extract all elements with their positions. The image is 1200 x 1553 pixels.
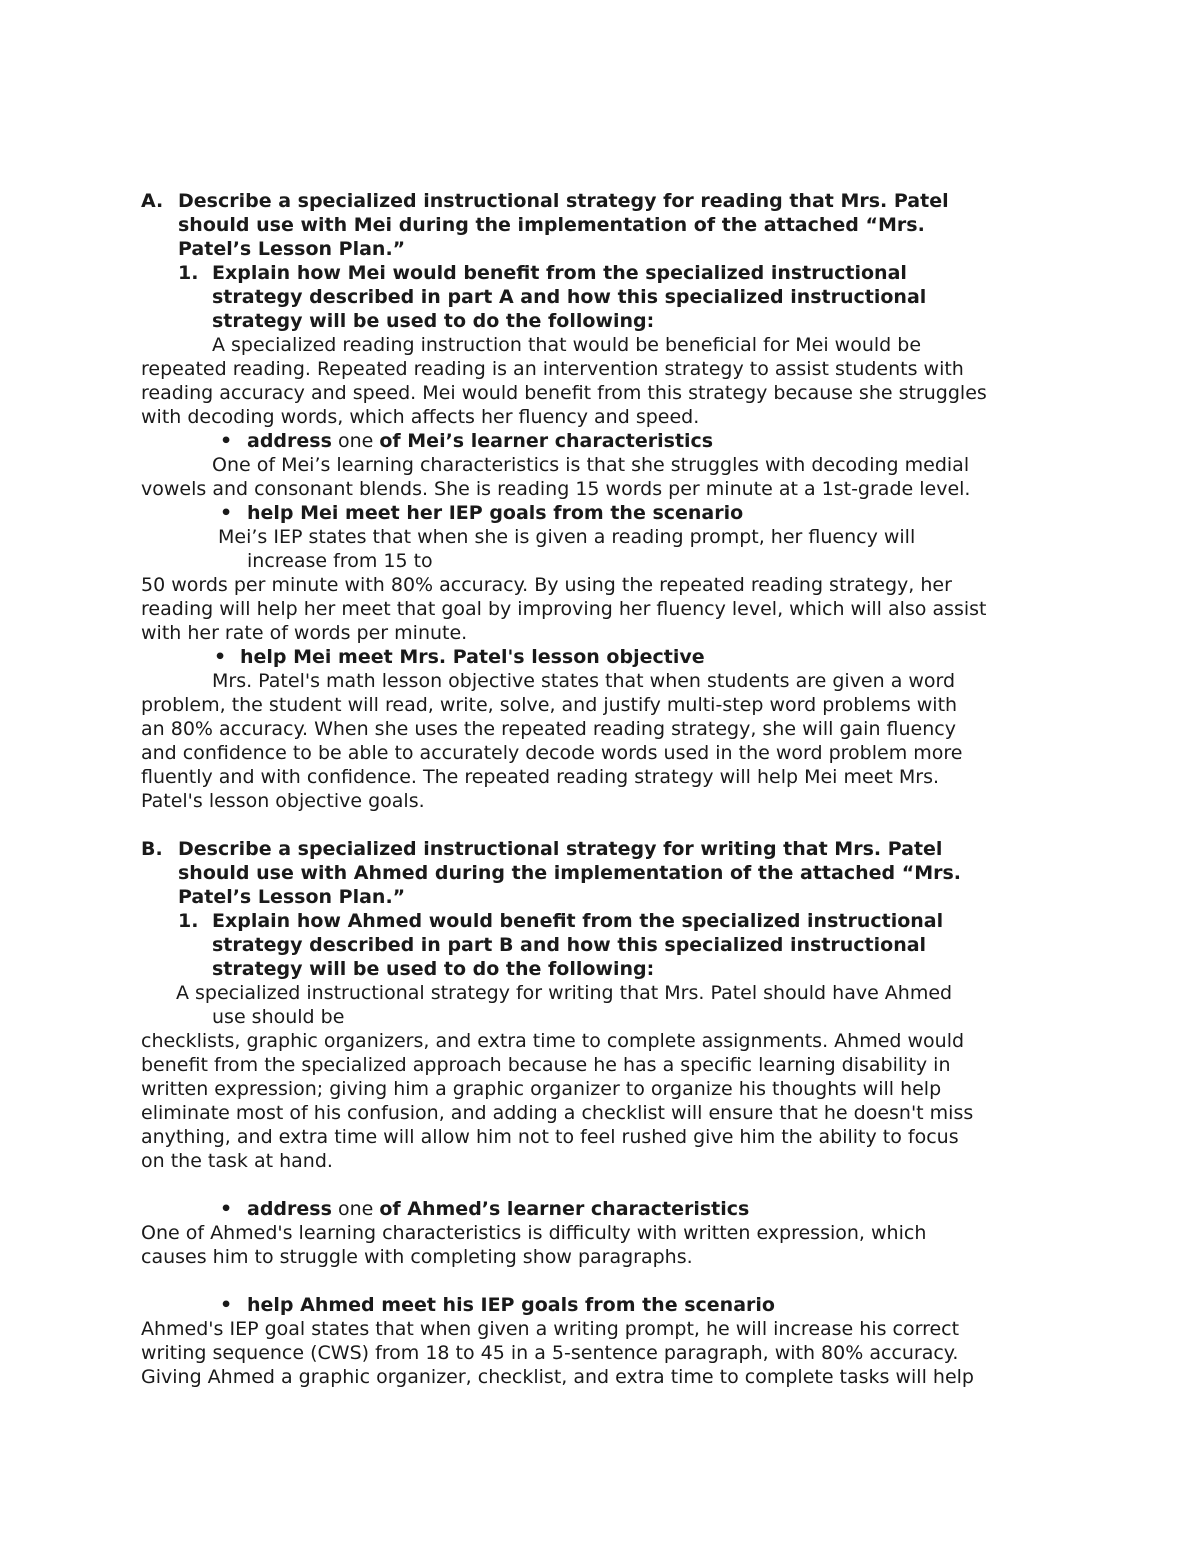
section-a-answer-line: with decoding words, which affects her fluency and speed. <box>141 406 700 428</box>
a-bullet-3-text-line: Patel's lesson objective goals. <box>141 790 425 812</box>
a-bullet-1-bold-end: of Mei’s learner characteristics <box>379 430 714 452</box>
a-bullet-3-text-line: an 80% accuracy. When she uses the repeated reading strategy, she will gain fluency <box>141 718 956 740</box>
section-a-heading-line: Patel’s Lesson Plan.” <box>178 238 406 260</box>
b-bullet-2-heading: help Ahmed meet his IEP goals from the scenario <box>247 1294 775 1316</box>
b-bullet-2-text-line: Ahmed's IEP goal states that when given a writing prompt, he will increase his correct <box>141 1318 960 1340</box>
section-a-heading-line: Describe a specialized instructional strategy for reading that Mrs. Patel <box>178 190 949 212</box>
section-a-sub-marker: 1. <box>178 262 199 284</box>
section-b-answer-line: on the task at hand. <box>141 1150 333 1172</box>
section-a-answer-line: repeated reading. Repeated reading is an intervention strategy to assist students with <box>141 358 964 380</box>
a-bullet-2-heading: help Mei meet her IEP goals from the scenario <box>247 502 744 524</box>
a-bullet-1-text-line: One of Mei’s learning characteristics is that she struggles with decoding medial <box>212 454 970 476</box>
section-a-answer-line: A specialized reading instruction that would be beneficial for Mei would be <box>212 334 922 356</box>
bullet-icon: • <box>214 646 227 668</box>
b-bullet-2-text-line: Giving Ahmed a graphic organizer, checklist, and extra time to complete tasks will help <box>141 1366 974 1388</box>
a-bullet-2-text-line: Mei’s IEP states that when she is given a reading prompt, her fluency will <box>218 526 916 548</box>
a-bullet-3-text-line: fluently and with confidence. The repeated reading strategy will help Mei meet Mrs. <box>141 766 940 788</box>
a-bullet-3-text-line: problem, the student will read, write, solve, and justify multi-step word problems with <box>141 694 958 716</box>
a-bullet-1-text-line: vowels and consonant blends. She is reading 15 words per minute at a 1st-grade level. <box>141 478 971 500</box>
a-bullet-2-text-line: 50 words per minute with 80% accuracy. By using the repeated reading strategy, her <box>141 574 952 596</box>
section-a-marker: A. <box>141 190 164 212</box>
a-bullet-2-text-line: increase from 15 to <box>247 550 433 572</box>
section-b-heading-line: should use with Ahmed during the implementation of the attached “Mrs. <box>178 862 962 884</box>
section-a-answer-line: reading accuracy and speed. Mei would benefit from this strategy because she struggles <box>141 382 987 404</box>
section-b-answer-line: written expression; giving him a graphic organizer to organize his thoughts will help <box>141 1078 942 1100</box>
section-b-heading-line: Patel’s Lesson Plan.” <box>178 886 406 908</box>
section-b-sub-heading-line: Explain how Ahmed would benefit from the specialized instructional <box>212 910 944 932</box>
section-b-answer-line: anything, and extra time will allow him not to feel rushed give him the ability to focus <box>141 1126 959 1148</box>
a-bullet-3-heading: help Mei meet Mrs. Patel's lesson objective <box>240 646 705 668</box>
section-b-answer-line: use should be <box>212 1006 345 1028</box>
b-bullet-1-bold-end: of Ahmed’s learner characteristics <box>379 1198 750 1220</box>
a-bullet-3-text-line: Mrs. Patel's math lesson objective states that when students are given a word <box>212 670 956 692</box>
b-bullet-1-text-line: causes him to struggle with completing show paragraphs. <box>141 1246 693 1268</box>
section-b-answer-line: benefit from the specialized approach because he has a specific learning disability in <box>141 1054 951 1076</box>
b-bullet-1-text-line: One of Ahmed's learning characteristics is difficulty with written expression, which <box>141 1222 927 1244</box>
bullet-icon: • <box>220 430 233 452</box>
section-b-heading-line: Describe a specialized instructional strategy for writing that Mrs. Patel <box>178 838 943 860</box>
section-b-answer-line: checklists, graphic organizers, and extra time to complete assignments. Ahmed would <box>141 1030 965 1052</box>
bullet-icon: • <box>220 1294 233 1316</box>
b-bullet-1-bold-start: address <box>247 1198 332 1220</box>
section-b-answer-line: A specialized instructional strategy for writing that Mrs. Patel should have Ahmed <box>176 982 953 1004</box>
section-b-marker: B. <box>141 838 163 860</box>
section-b-sub-heading-line: strategy will be used to do the following: <box>212 958 655 980</box>
section-a-heading-line: should use with Mei during the implementation of the attached “Mrs. <box>178 214 925 236</box>
a-bullet-1-bold-start: address <box>247 430 332 452</box>
section-a-sub-heading-line: Explain how Mei would benefit from the specialized instructional <box>212 262 907 284</box>
a-bullet-2-text-line: with her rate of words per minute. <box>141 622 468 644</box>
section-a-sub-heading-line: strategy will be used to do the following: <box>212 310 655 332</box>
a-bullet-1-heading <box>247 429 713 453</box>
b-bullet-1-normal: one <box>331 1198 380 1220</box>
section-b-sub-heading-line: strategy described in part B and how this specialized instructional <box>212 934 927 956</box>
a-bullet-3-text-line: and confidence to be able to accurately decode words used in the word problem more <box>141 742 963 764</box>
section-b-answer-line: eliminate most of his confusion, and adding a checklist will ensure that he doesn't miss <box>141 1102 974 1124</box>
a-bullet-2-text-line: reading will help her meet that goal by improving her fluency level, which will also assist <box>141 598 987 620</box>
a-bullet-1-normal: one <box>331 430 380 452</box>
bullet-icon: • <box>220 1198 233 1220</box>
section-a-sub-heading-line: strategy described in part A and how this specialized instructional <box>212 286 927 308</box>
b-bullet-1-heading <box>247 1197 749 1221</box>
bullet-icon: • <box>220 502 233 524</box>
section-b-sub-marker: 1. <box>178 910 199 932</box>
b-bullet-2-text-line: writing sequence (CWS) from 18 to 45 in a 5-sentence paragraph, with 80% accuracy. <box>141 1342 959 1364</box>
